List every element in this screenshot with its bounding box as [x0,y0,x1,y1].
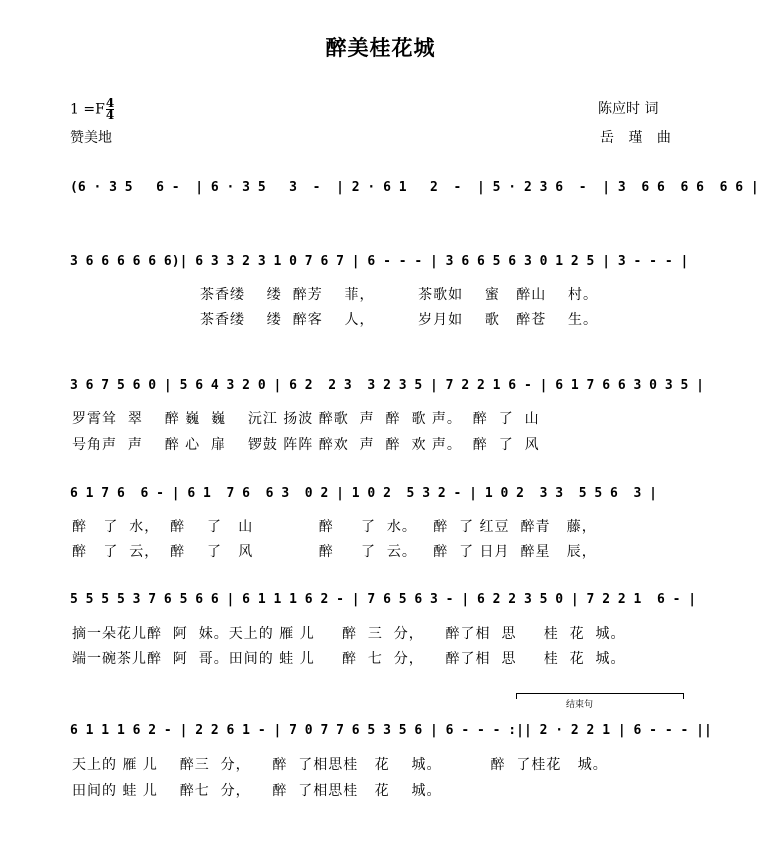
score-system-5-lyric-1: 摘一朵花儿醉 阿 妹。天上的 雁 儿 醉 三 分， 醉了相 思 桂 花 城。 [72,626,626,642]
lyricist-credit: 陈应时 词 [598,101,659,117]
score-system-3-lyric-1: 罗霄耸 翠 醉 巍 巍 沅江 扬波 醉歌 声 醉 歌 声。 醉 了 山 [72,411,540,427]
score-system-3-lyric-2: 号角声 声 醉 心 扉 锣鼓 阵阵 醉欢 声 醉 欢 声。 醉 了 风 [72,437,540,453]
score-system-3-notes: 3 6 7 5 6 0 | 5 6 4 3 2 0 | 6 2 2 3 3 2 3 5 | 7 2 2 1 6 - | 6 1 7 6 6 3 0 3 5 | [70,378,704,393]
score-system-4-lyric-2: 醉 了 云， 醉 了 风 醉 了 云。 醉 了 日月 醉星 辰， [72,544,597,560]
score-system-1-notes: (6 · 3 5 6 - | 6 · 3 5 3 - | 2 · 6 1 2 - | 5 · 2 3 6 - | 3 6 6 6 6 6 6 | [70,180,759,195]
score-system-6-lyric-1: 天上的 雁 儿 醉三 分， 醉 了相思桂 花 城。 醉 了桂花 城。 [72,757,608,773]
ending-bracket [516,693,684,699]
song-title: 醉美桂花城 [325,36,436,60]
score-system-5-lyric-2: 端一碗茶儿醉 阿 哥。田间的 蛙 儿 醉 七 分， 醉了相 思 桂 花 城。 [72,651,626,667]
key-signature [70,98,114,121]
score-system-2-notes: 3 6 6 6 6 6 6)| 6 3 3 2 3 1 0 7 6 7 | 6 - - - | 3 6 6 5 6 3 0 1 2 5 | 3 - - - | [70,254,689,269]
score-system-4-lyric-1: 醉 了 水， 醉 了 山 醉 了 水。 醉 了 红豆 醉青 藤， [72,519,597,535]
ending-label: 结束句 [566,700,594,710]
time-signature-numerator: 4 [105,96,115,110]
tempo-marking: 赞美地 [70,130,112,146]
key-label: 1 =F [70,101,105,118]
composer-credit: 岳 瑾 曲 [600,130,676,146]
score-system-5-notes: 5 5 5 5 3 7 6 5 6 6 | 6 1 1 1 6 2 - | 7 6 5 6 3 - | 6 2 2 3 5 0 | 7 2 2 1 6 - | [70,592,697,607]
score-system-2-lyric-2: 茶香缕 缕 醉客 人， 岁月如 歌 醉苍 生。 [200,312,599,328]
score-system-6-lyric-2: 田间的 蛙 儿 醉七 分， 醉 了相思桂 花 城。 [72,783,442,799]
time-signature [106,98,114,121]
score-system-6-notes: 6 1 1 1 6 2 - | 2 2 6 1 - | 7 0 7 7 6 5 3 5 6 | 6 - - - :|| 2 · 2 2 1 | 6 - - - || [70,723,712,738]
time-signature-denominator: 4 [105,108,115,122]
score-system-2-lyric-1: 茶香缕 缕 醉芳 菲， 茶歌如 蜜 醉山 村。 [200,287,599,303]
score-system-4-notes: 6 1 7 6 6 - | 6 1 7 6 6 3 0 2 | 1 0 2 5 3 2 - | 1 0 2 3 3 5 5 6 3 | [70,486,657,501]
